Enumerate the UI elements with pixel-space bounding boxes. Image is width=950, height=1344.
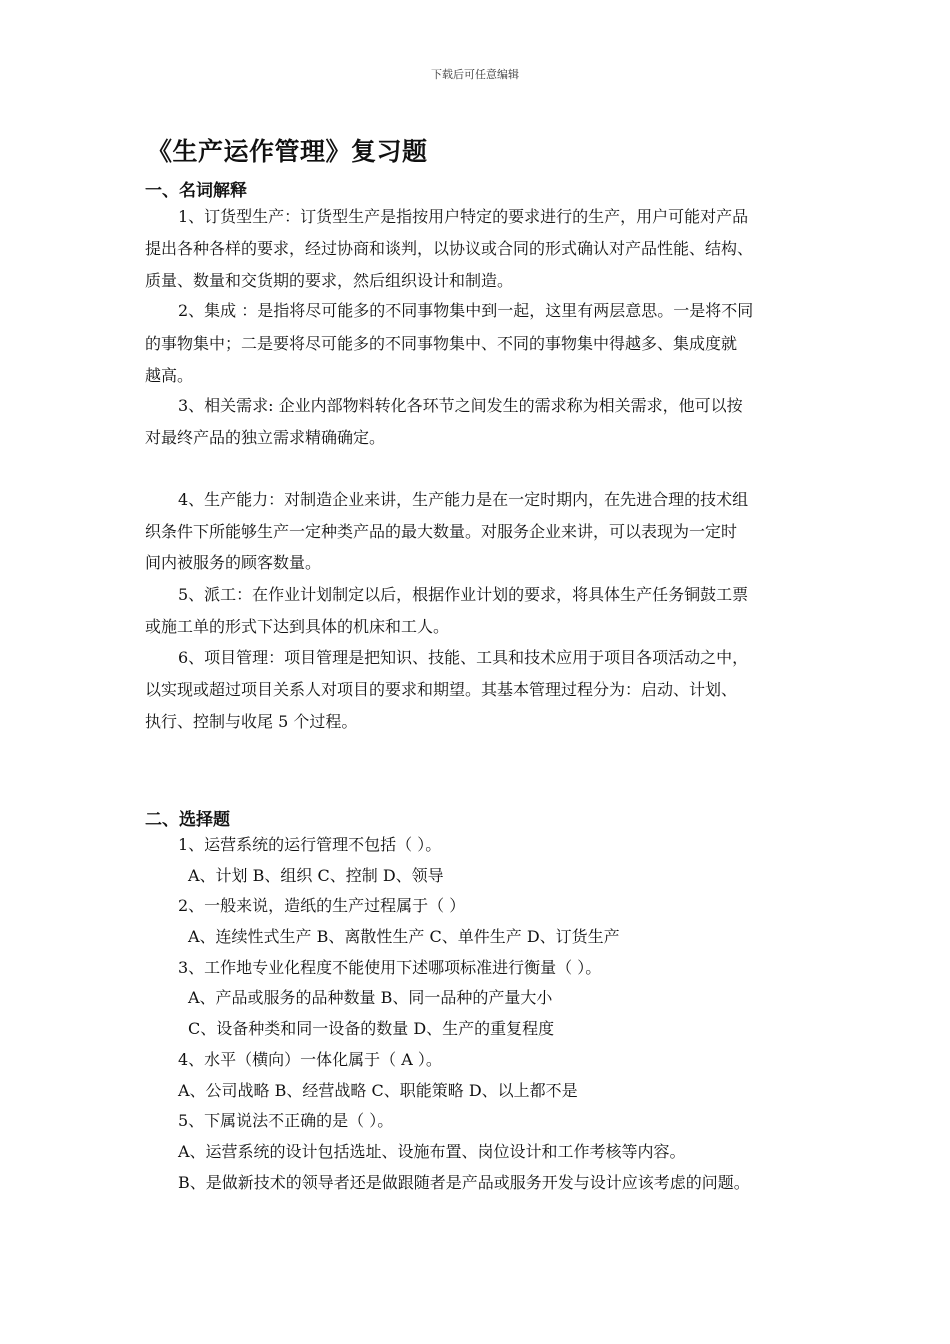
paragraph-line: 对最终产品的独立需求精确确定。 xyxy=(145,428,386,447)
options-line: A、计划 B、组织 C、控制 D、领导 xyxy=(188,866,444,885)
paragraph-line: 质量、数量和交货期的要求，然后组织设计和制造。 xyxy=(145,271,514,290)
question-line: 3、工作地专业化程度不能使用下述哪项标准进行衡量（ ）。 xyxy=(178,958,602,977)
paragraph-line: 2、集成 ：是指将尽可能多的不同事物集中到一起，这里有两层意思。一是将不同 xyxy=(178,301,754,320)
question-line: 5、下属说法不正确的是（ ）。 xyxy=(178,1111,394,1130)
options-line: A、运营系统的设计包括选址、设施布置、岗位设计和工作考核等内容。 xyxy=(178,1142,686,1161)
paragraph-line: 越高。 xyxy=(145,366,194,385)
paragraph-line: 执行、控制与收尾 5 个过程。 xyxy=(145,712,358,731)
paragraph-line: 提出各种各样的要求，经过协商和谈判，以协议或合同的形式确认对产品性能、结构、 xyxy=(145,239,754,258)
paragraph-line: 或施工单的形式下达到具体的机床和工人。 xyxy=(145,617,450,636)
paragraph-line: 5、派工：在作业计划制定以后，根据作业计划的要求，将具体生产任务铜鼓工票 xyxy=(178,585,749,604)
options-line: B、是做新技术的领导者还是做跟随者是产品或服务开发与设计应该考虑的问题。 xyxy=(178,1173,750,1192)
question-line: 2、一般来说，造纸的生产过程属于（ ） xyxy=(178,896,466,915)
paragraph-line: 织条件下所能够生产一定种类产品的最大数量。对服务企业来讲，可以表现为一定时 xyxy=(145,522,738,541)
section-heading-terms: 一、名词解释 xyxy=(145,181,247,201)
options-line: A、产品或服务的品种数量 B、同一品种的产量大小 xyxy=(188,988,553,1007)
paragraph-line: 间内被服务的顾客数量。 xyxy=(145,553,322,572)
question-line: 4、水平（横向）一体化属于（ A ）。 xyxy=(178,1050,442,1069)
paragraph-line: 3、相关需求: 企业内部物料转化各环节之间发生的需求称为相关需求，他可以按 xyxy=(178,396,743,415)
options-line: A、连续性式生产 B、离散性生产 C、单件生产 D、订货生产 xyxy=(188,927,620,946)
paragraph-line: 6、项目管理：项目管理是把知识、技能、工具和技术应用于项目各项活动之中， xyxy=(178,648,749,667)
question-line: 1、运营系统的运行管理不包括（ ）。 xyxy=(178,835,442,854)
page-title: 《生产运作管理》复习题 xyxy=(147,137,428,166)
paragraph-line: 4、生产能力：对制造企业来讲，生产能力是在一定时期内，在先进合理的技术组 xyxy=(178,490,749,509)
section-heading-choices: 二、选择题 xyxy=(145,810,230,830)
paragraph-line: 的事物集中；二是要将尽可能多的不同事物集中、不同的事物集中得越多、集成度就 xyxy=(145,334,738,353)
options-line: A、公司战略 B、经营战略 C、职能策略 D、以上都不是 xyxy=(178,1081,578,1100)
paragraph-line: 以实现或超过项目关系人对项目的要求和期望。其基本管理过程分为：启动、计划、 xyxy=(145,680,738,699)
paragraph-line: 1、订货型生产：订货型生产是指按用户特定的要求进行的生产，用户可能对产品 xyxy=(178,207,749,226)
options-line: C、设备种类和同一设备的数量 D、生产的重复程度 xyxy=(188,1019,555,1038)
header-note: 下载后可任意编辑 xyxy=(431,68,519,81)
